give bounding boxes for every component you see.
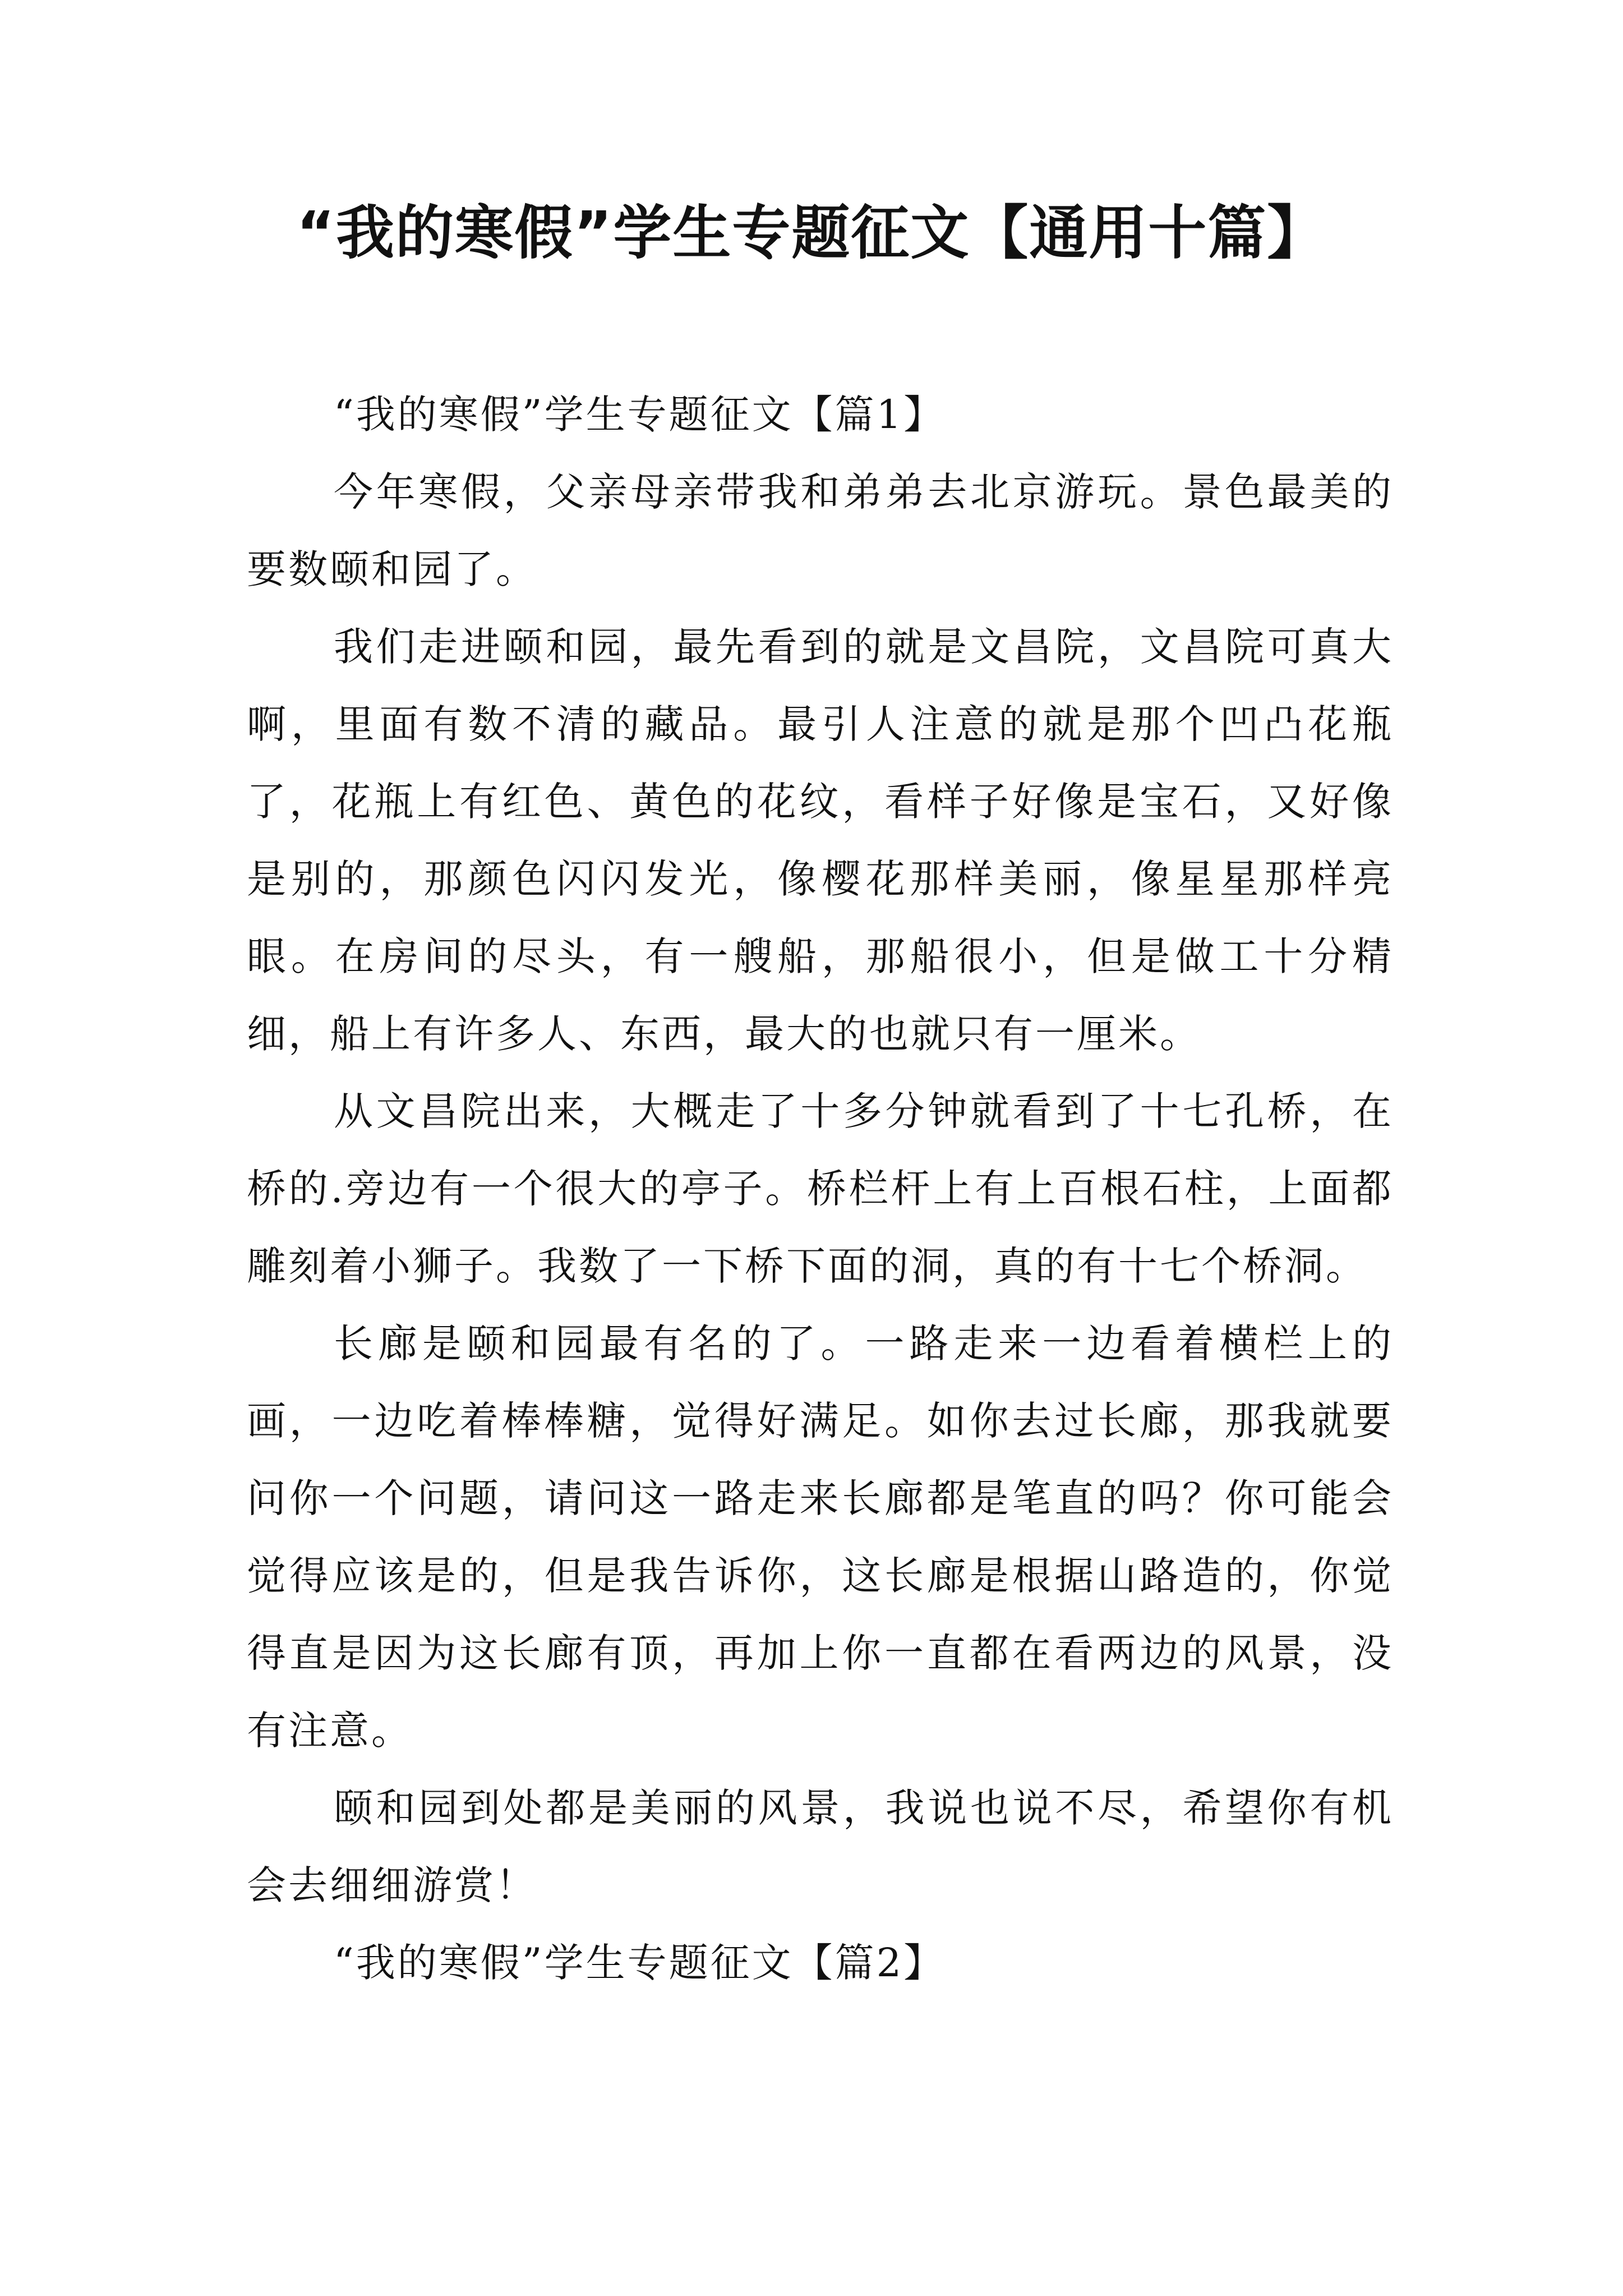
section-heading-1: “我的寒假”学生专题征文【篇1】 — [334, 392, 946, 438]
paragraph: 从文昌院出来，大概走了十多分钟就看到了十七孔桥，在桥的.旁边有一个很大的亭子。桥栏杆上有上百根石柱，上面都雕刻着小狮子。我数了一下桥下面的洞，真的有十七个桥洞。 — [247, 1088, 1394, 1289]
document-body — [247, 376, 1394, 2001]
paragraph: 颐和园到处都是美丽的风景，我说也说不尽，希望你有机会去细细游赏！ — [247, 1785, 1394, 1908]
section-heading-2: “我的寒假”学生专题征文【篇2】 — [334, 1940, 946, 1986]
document-title: “我的寒假”学生专题征文【通用十篇】 — [296, 199, 1327, 267]
paragraph: 我们走进颐和园，最先看到的就是文昌院，文昌院可真大啊，里面有数不清的藏品。最引人注意的就是那个凹凸花瓶了，花瓶上有红色、黄色的花纹，看样子好像是宝石，又好像是别的，那颜色闪闪发光，像樱花那样美丽，像星星那样亮眼。在房间的尽头，有一艘船，那船很小，但是做工十分精细，船上有许多人、东西，最大的也就只有一厘米。 — [247, 624, 1394, 1057]
paragraph: 长廊是颐和园最有名的了。一路走来一边看着横栏上的画，一边吃着棒棒糖，觉得好满足。如你去过长廊，那我就要问你一个问题，请问这一路走来长廊都是笔直的吗？你可能会觉得应该是的，但是我告诉你，这长廊是根据山路造的，你觉得直是因为这长廊有顶，再加上你一直都在看两边的风景，没有注意。 — [247, 1320, 1394, 1754]
paragraph: 今年寒假，父亲母亲带我和弟弟去北京游玩。景色最美的要数颐和园了。 — [247, 469, 1394, 592]
